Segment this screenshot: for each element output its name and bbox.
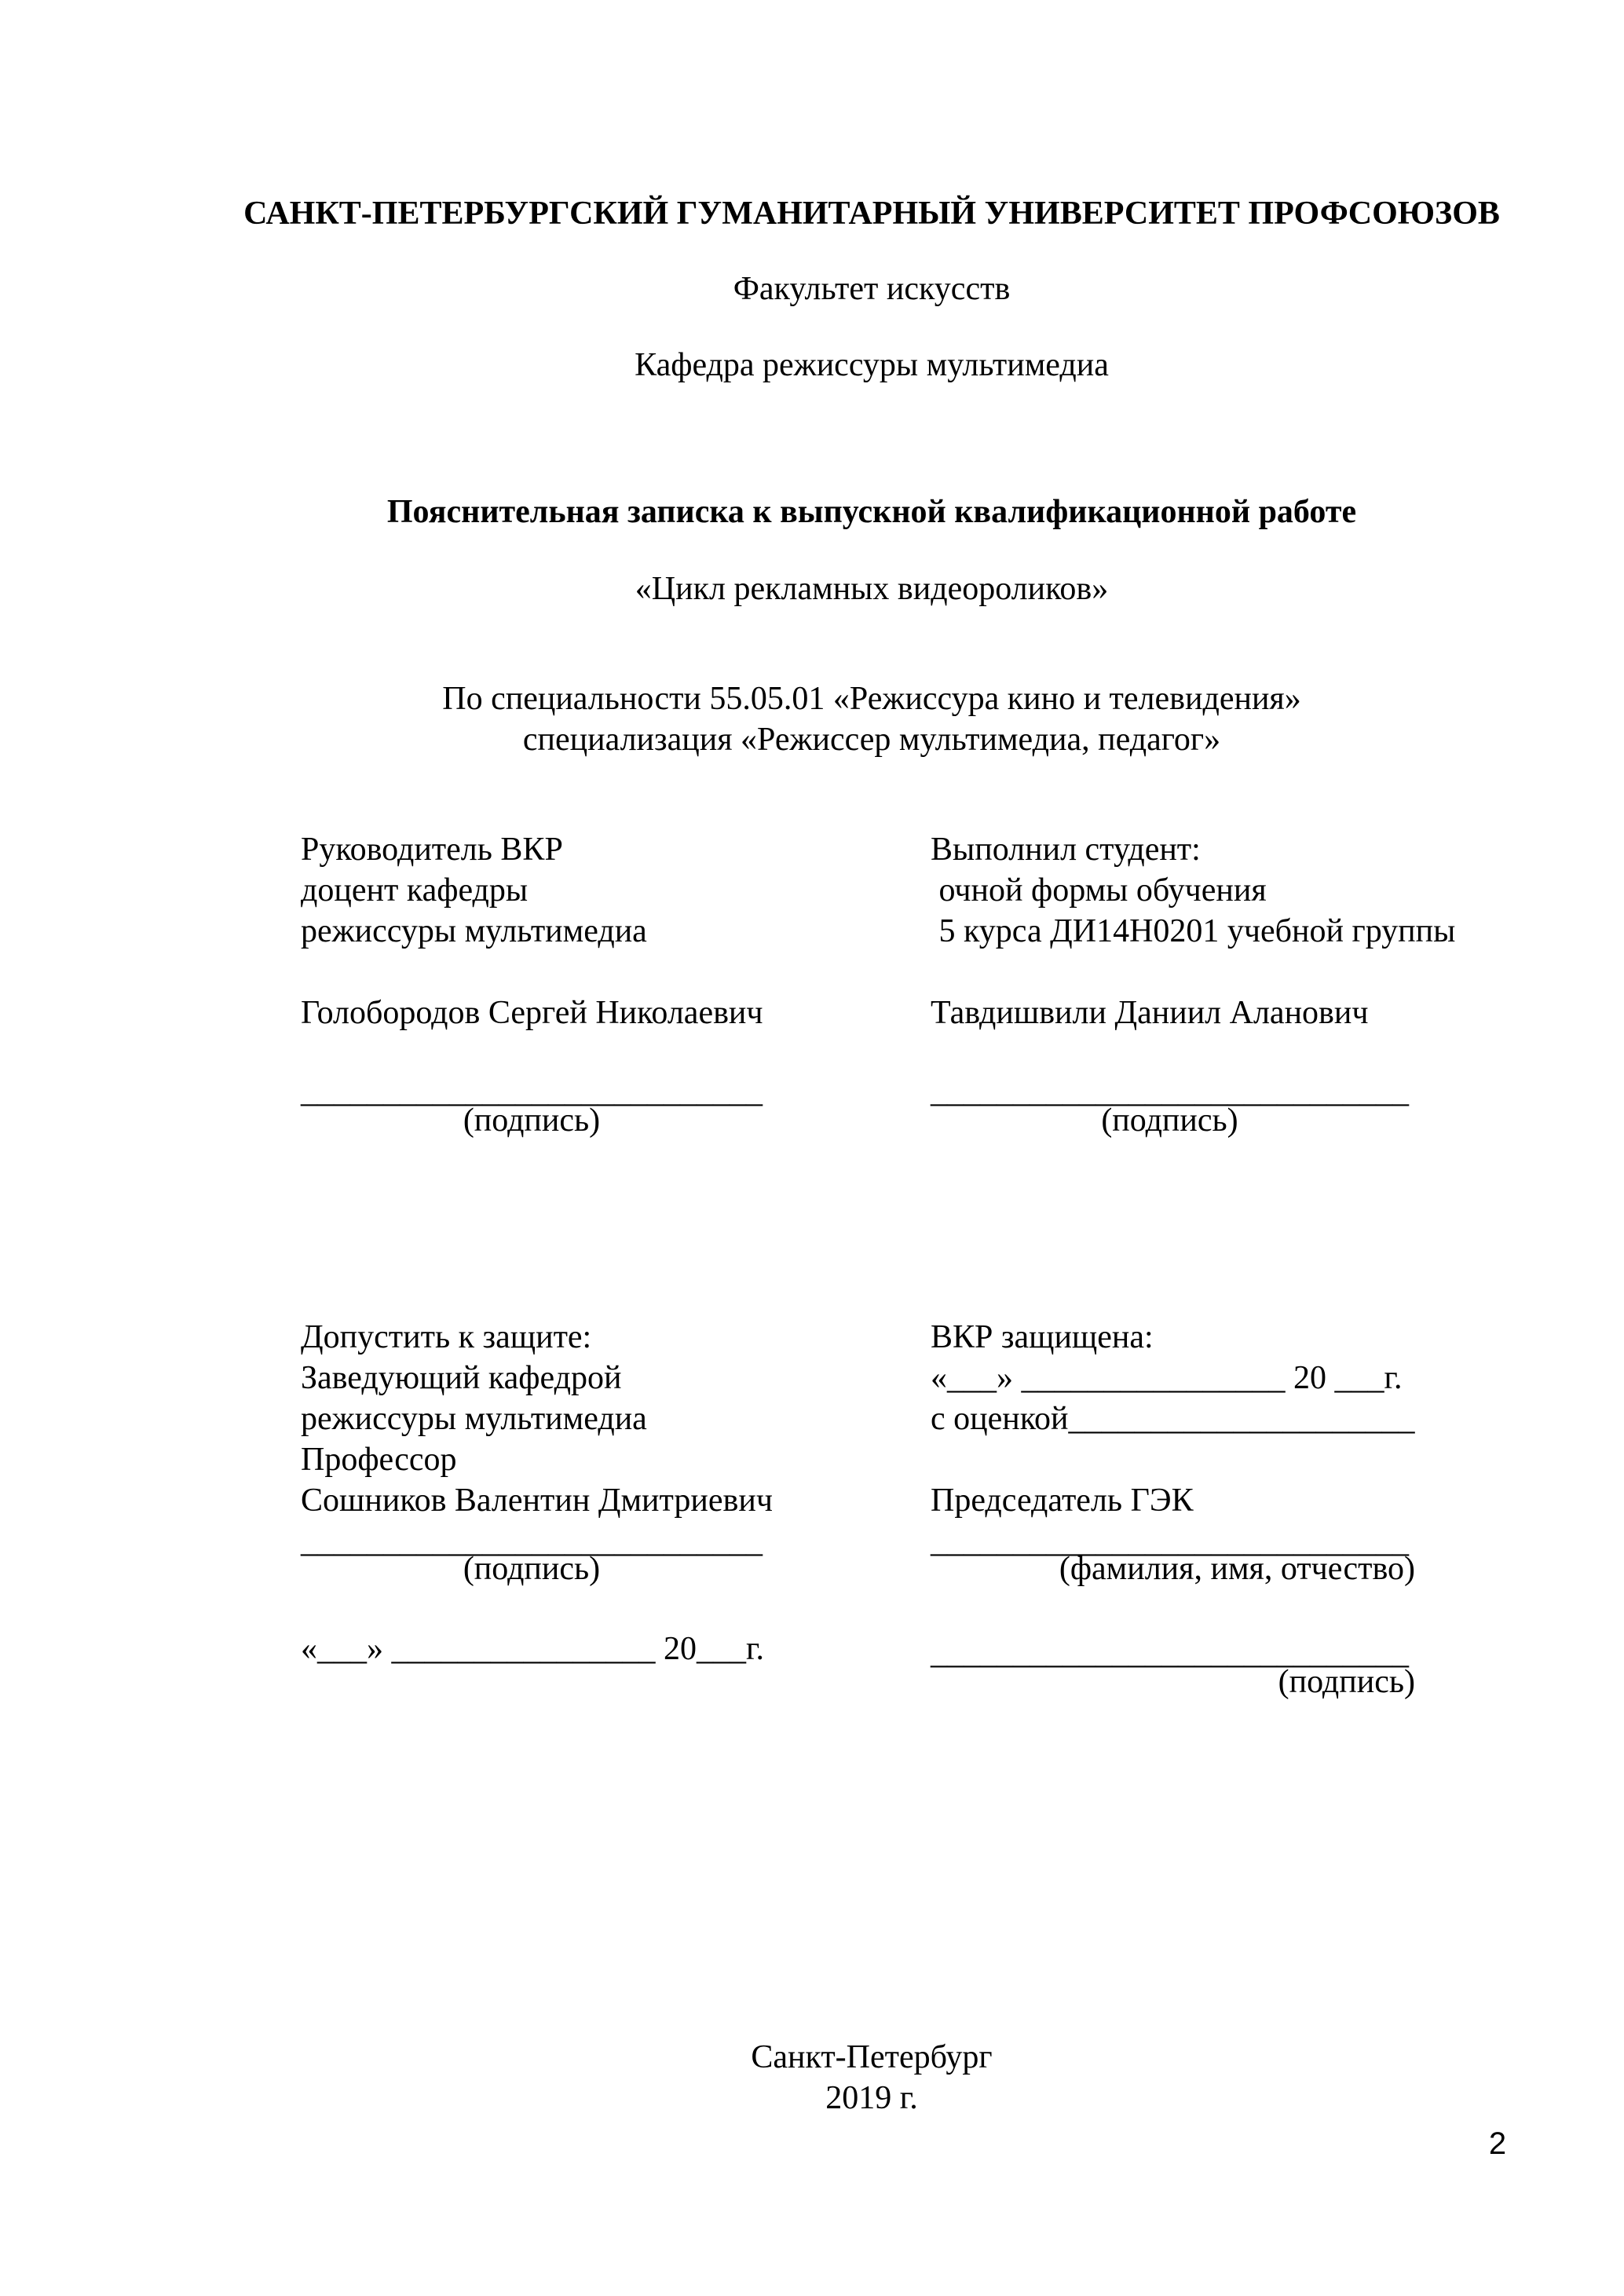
specialty-line: По специальности 55.05.01 «Режиссура кино и телевидения» [442,681,1301,717]
chairman-signature-caption: (подпись) [1278,1664,1415,1700]
grade-blank: с оценкой_____________________ [931,1401,1415,1437]
university-name: САНКТ-ПЕТЕРБУРГСКИЙ ГУМАНИТАРНЫЙ УНИВЕРСИТЕТ ПРОФСОЮЗОВ [243,196,1500,232]
student-study-form-line: очной формы обучения [931,872,1267,909]
supervisor-signature-blank: ____________________________ [301,1073,763,1110]
admit-heading: Допустить к защите: [301,1319,592,1355]
head-name: Сошников Валентин Дмитриевич [301,1483,773,1519]
defense-date-blank: «___» ________________ 20 ___г. [931,1360,1403,1396]
defended-heading: ВКР защищена: [931,1319,1154,1355]
chairman-signature-blank: _____________________________ [931,1635,1409,1671]
chairman-name-blank: _____________________________ [931,1523,1409,1559]
admit-date-blank: «___» ________________ 20___г. [301,1631,764,1667]
head-department-line-2: режиссуры мультимедиа [301,1401,647,1437]
page-number: 2 [1488,2126,1507,2161]
thesis-type-title: Пояснительная записка к выпускной квалификационной работе [386,494,1357,530]
supervisor-department-line-1: доцент кафедры [301,872,529,909]
supervisor-name: Голобородов Сергей Николаевич [301,995,763,1031]
faculty-name: Факультет искусств [733,271,1011,307]
head-signature-blank: ____________________________ [301,1523,763,1559]
student-heading: Выполнил студент: [931,832,1201,868]
supervisor-signature-caption: (подпись) [463,1102,601,1139]
head-of-department-line: Заведующий кафедрой [301,1360,622,1396]
student-name: Тавдишвили Даниил Аланович [931,995,1369,1031]
student-signature-caption: (подпись) [1101,1102,1238,1139]
professor-line: Профессор [301,1442,457,1478]
student-group-line: 5 курса ДИ14Н0201 учебной группы [931,913,1456,949]
footer-city: Санкт-Петербург [751,2039,993,2075]
student-signature-blank: _____________________________ [931,1073,1409,1110]
chairman-heading: Председатель ГЭК [931,1483,1194,1519]
specialization-line: специализация «Режиссер мультимедиа, педагог» [522,722,1221,758]
chairman-name-caption: (фамилия, имя, отчество) [1059,1551,1415,1587]
department-name: Кафедра режиссуры мультимедиа [635,347,1109,383]
supervisor-role-line: Руководитель ВКР [301,832,563,868]
footer-year: 2019 г. [825,2080,918,2116]
supervisor-department-line-2: режиссуры мультимедиа [301,913,647,949]
head-signature-caption: (подпись) [463,1551,601,1587]
work-title: «Цикл рекламных видеороликов» [635,571,1109,607]
